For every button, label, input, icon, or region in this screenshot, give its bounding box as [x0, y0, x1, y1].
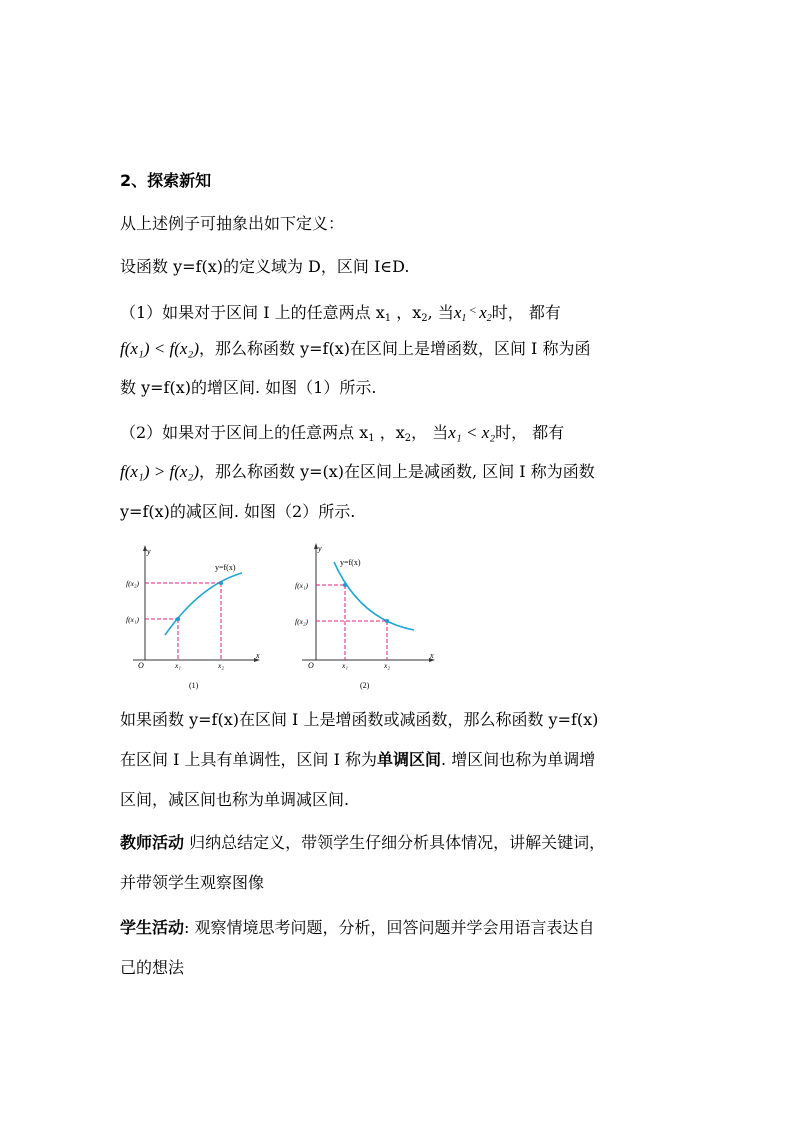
- fig1-point-2: [219, 581, 223, 585]
- case1-inequality: f(x₁) < f(x₂): [120, 339, 199, 358]
- fig2-fx2-label: f(x₂): [295, 617, 309, 626]
- paragraph-monotonic-3: 区间，减区间也称为单调减区间.: [120, 790, 350, 809]
- paragraph-domain: 设函数 y=f(x)的定义域为 D，区间 I∈D.: [120, 257, 410, 276]
- fig1-point-1: [176, 617, 180, 621]
- case1-condition: $x_1$ < $x_2$: [453, 303, 492, 324]
- fig1-x1-label: x₁: [175, 661, 181, 670]
- paragraph-intro: 从上述例子可抽象出如下定义：: [120, 214, 345, 233]
- paragraph-monotonic-1: 如果函数 y=f(x)在区间 I 上是增函数或减函数，那么称函数 y=f(x): [120, 710, 599, 729]
- fig2-point-2: [385, 619, 389, 623]
- fig1-origin: O: [138, 661, 144, 670]
- fig1-x2-label: x₂: [218, 661, 224, 670]
- fig2-curve-label: y=f(x): [340, 558, 361, 567]
- student-activity-line1: 学生活动: 观察情境思考问题，分析，回答问题并学会用语言表达自: [120, 918, 595, 937]
- case2-line3: y=f(x)的减区间. 如图（2）所示.: [120, 502, 356, 521]
- fig2-caption: (2): [360, 681, 370, 690]
- term-monotonic-interval: 单调区间: [377, 750, 442, 769]
- fig1-x-label: x: [256, 651, 260, 660]
- case2-condition: x₁ < x₂: [448, 423, 496, 442]
- fig2-y-label: y: [318, 544, 322, 553]
- fig1-curve: [165, 573, 242, 635]
- section-title: 2、探索新知: [120, 171, 212, 190]
- fig2-x-label: x: [430, 651, 434, 660]
- fig2-origin: O: [308, 661, 314, 670]
- figure-increasing: [125, 540, 265, 695]
- fig1-fx1-label: f(x₁): [126, 615, 140, 624]
- figure-decreasing: [292, 540, 442, 695]
- case2-line2: f(x₁) > f(x₂)，那么称函数 y=(x)在区间上是减函数, 区间 I 称为函数: [120, 462, 595, 481]
- fig1-fx2-label: f(x₂): [126, 579, 140, 588]
- fig2-point-1: [343, 583, 347, 587]
- teacher-activity-label: 教师活动: [120, 833, 185, 852]
- fig2-x1-label: x₁: [342, 661, 348, 670]
- fig1-curve-label: y=f(x): [215, 563, 236, 572]
- student-activity-line2: 己的想法: [120, 958, 185, 977]
- case2-line1: （2）如果对于区间上的任意两点 $x_1$ ，$x_2$， 当x₁ < x₂时， 都有: [120, 423, 565, 444]
- paragraph-monotonic-2: 在区间 I 上具有单调性，区间 I 称为单调区间. 增区间也称为单调增: [120, 750, 596, 769]
- case1-line3: 数 y=f(x)的增区间. 如图（1）所示.: [120, 378, 377, 397]
- fig2-fx1-label: f(x₁): [295, 581, 309, 590]
- fig2-curve: [334, 562, 414, 630]
- case2-inequality: f(x₁) > f(x₂): [120, 462, 199, 481]
- case1-line1: （1）如果对于区间 I 上的任意两点 $x_1$ ，$x_2$, 当$x_1$ < $x_2$时， 都有: [120, 303, 561, 324]
- fig1-caption: (1): [189, 681, 199, 690]
- fig2-x2-label: x₂: [384, 661, 390, 670]
- case1-line2: f(x₁) < f(x₂)，那么称函数 y=f(x)在区间上是增函数，区间 I 称为函: [120, 339, 591, 358]
- student-activity-label: 学生活动: [120, 918, 185, 937]
- teacher-activity-line1: 教师活动 归纳总结定义，带领学生仔细分析具体情况，讲解关键词，: [120, 833, 606, 852]
- fig1-y-label: y: [147, 547, 151, 556]
- teacher-activity-line2: 并带领学生观察图像: [120, 873, 265, 892]
